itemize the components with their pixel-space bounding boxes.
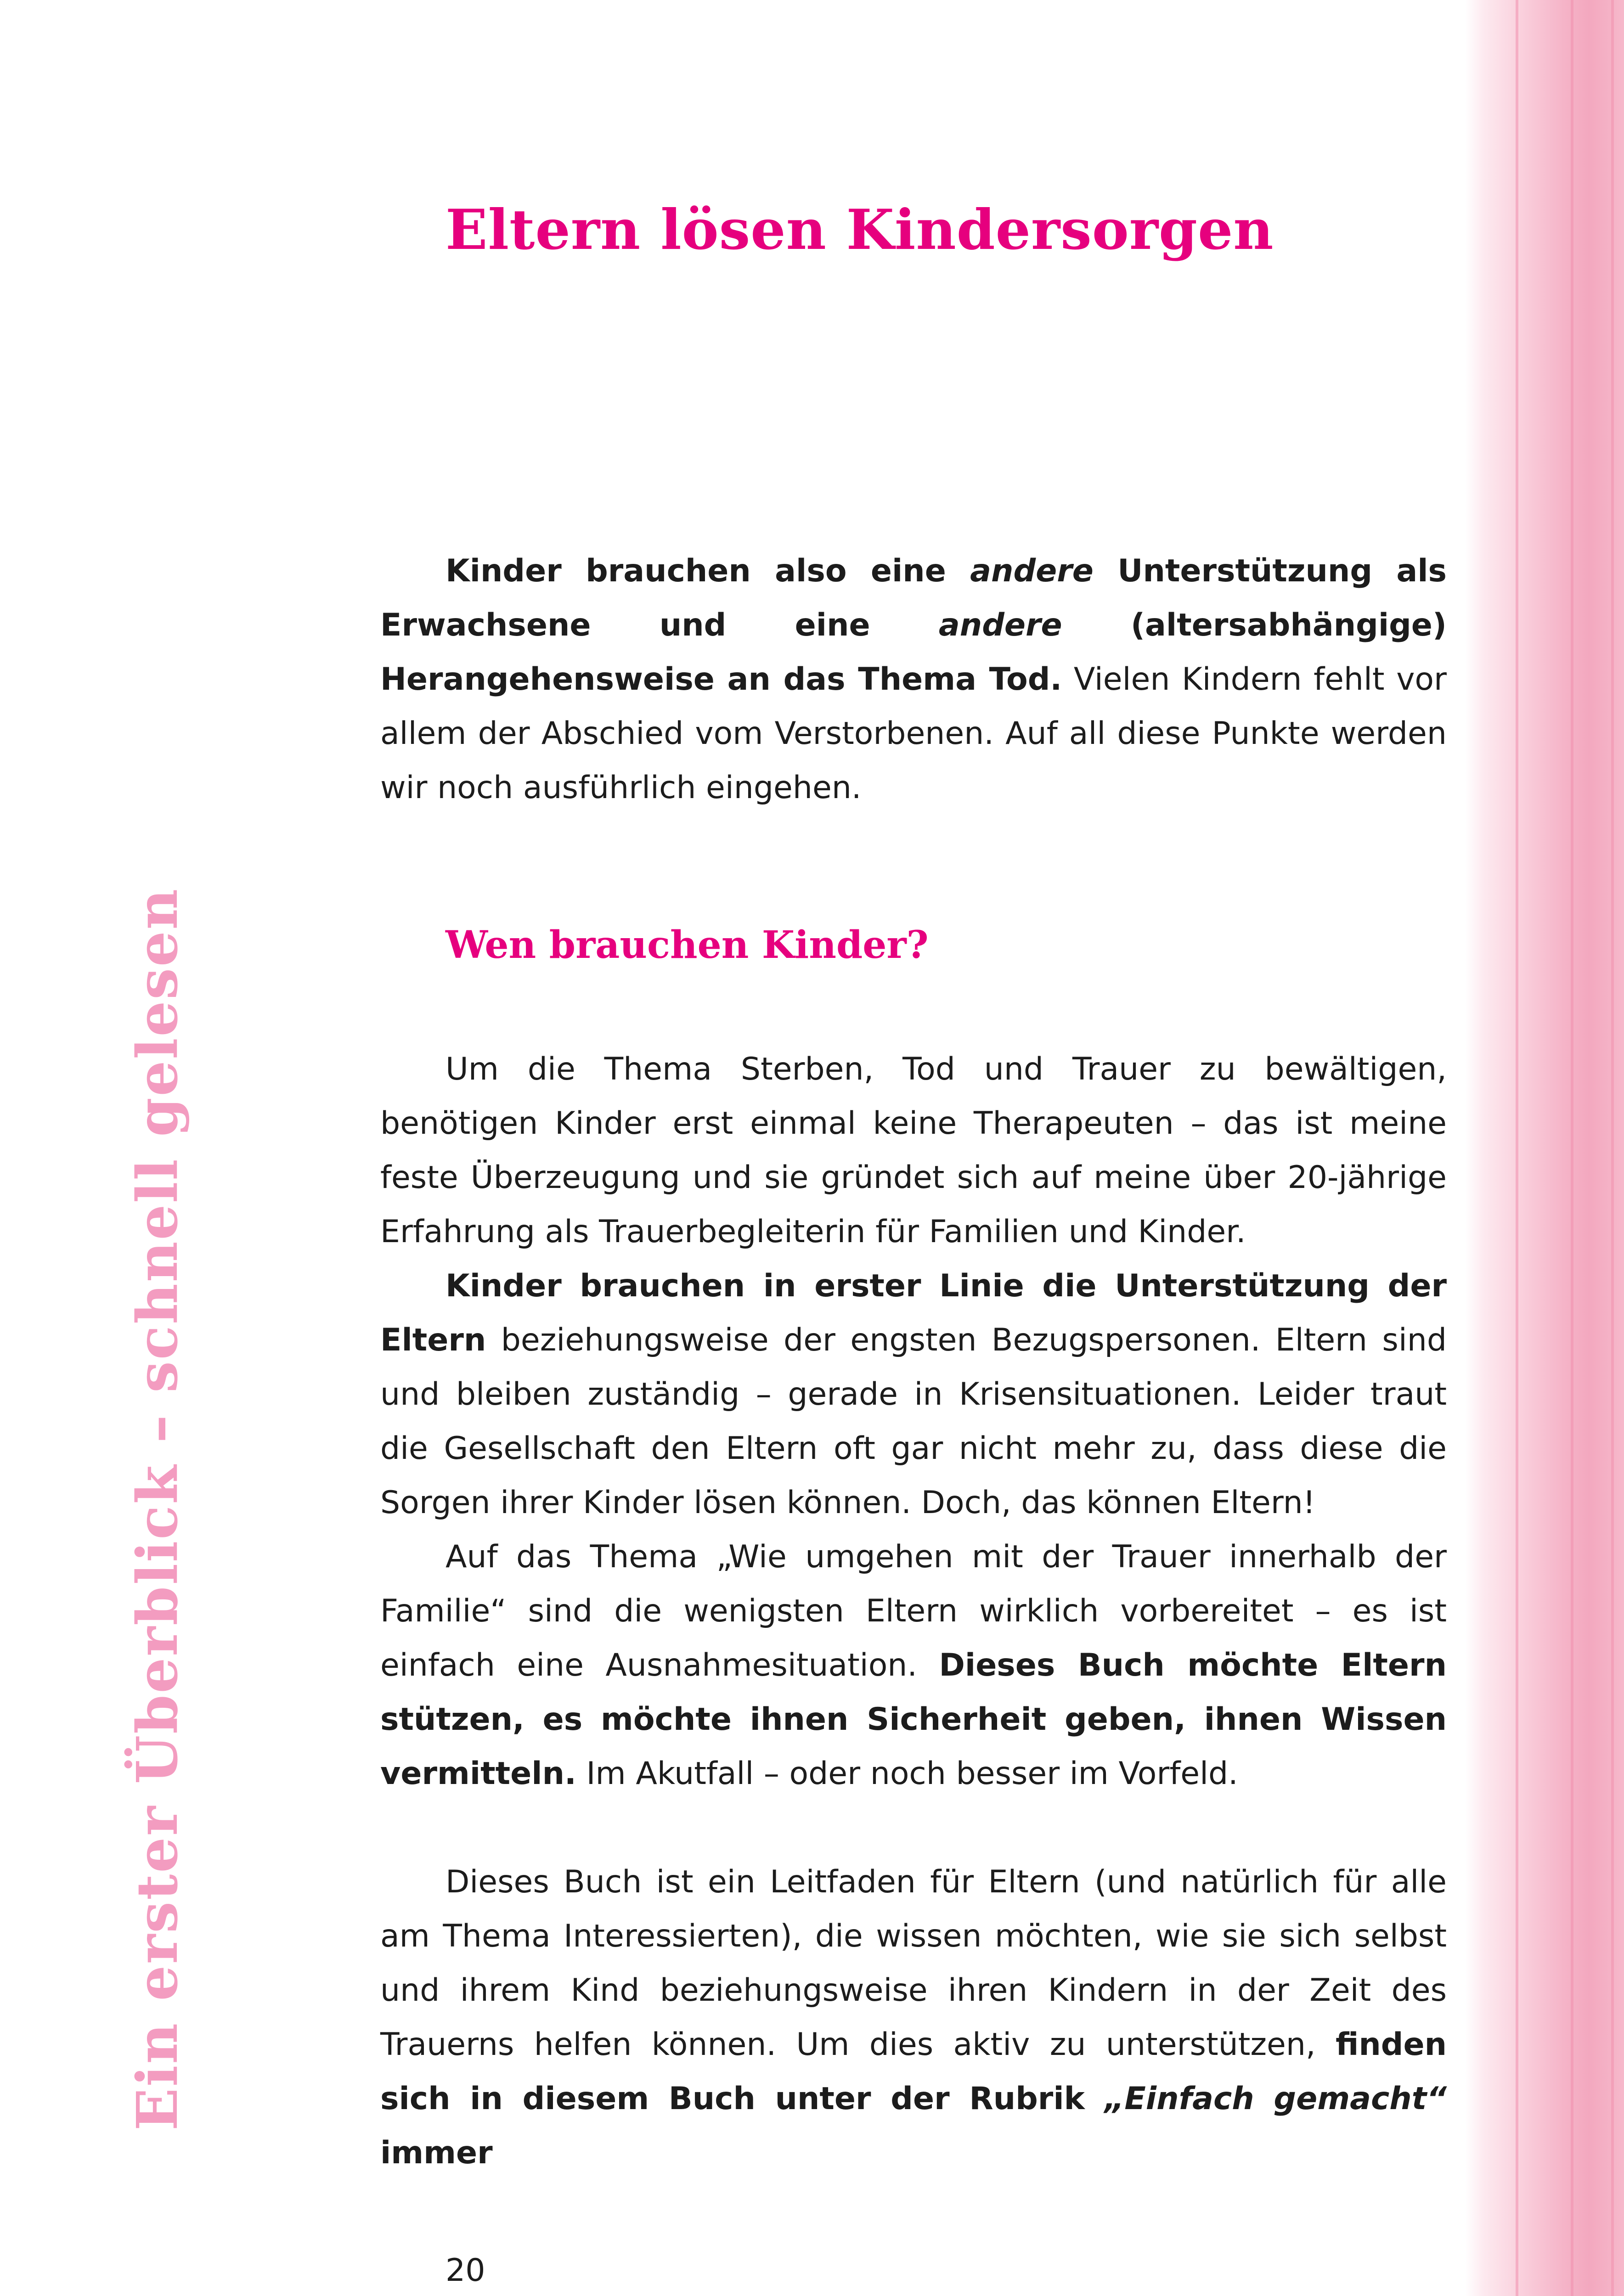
section-heading: Wen brauchen Kinder? — [445, 923, 929, 967]
intro-text-3: (altersabhängige) Herangehensweise an das Thema Tod. — [380, 607, 1447, 698]
body-paragraph-1: Um die Thema Sterben, Tod und Trauer zu bewältigen, benötigen Kinder erst einmal keine Therapeuten – das ist meine feste Überzeugung und sie gründet sich auf meine über 20-jährige Erfahrung als Trauerbegleiterin für Familien und Kinder. — [380, 1051, 1447, 1250]
intro-text-1: Kinder brauchen also eine — [445, 553, 970, 589]
edge-band-line — [1516, 0, 1518, 2296]
section-body-block — [380, 1042, 1447, 2180]
intro-emphasis-2: andere — [938, 607, 1062, 643]
paragraph-2-bold: Kinder brauchen in erster Linie die Unterstützung der Eltern — [380, 1268, 1447, 1358]
side-running-title: Ein erster Überblick – schnell gelesen — [124, 887, 190, 2131]
edge-band-line — [1611, 0, 1614, 2296]
page-edge-color-band — [1465, 0, 1624, 2296]
body-paragraph-3 — [380, 1530, 1447, 1801]
page-number: 20 — [445, 2252, 485, 2289]
intro-emphasis-1: andere — [970, 553, 1094, 589]
chapter-title: Eltern lösen Kindersorgen — [445, 197, 1274, 262]
paragraph-3-bold: Dieses Buch möchte Eltern stützen, es möchte ihnen Sicherheit geben, ihnen Wissen vermitteln. — [380, 1647, 1447, 1792]
intro-text-4: Vielen Kindern fehlt vor allem der Abschied vom Verstorbenen. Auf all diese Punkte werden wir noch ausführlich eingehen. — [380, 661, 1447, 806]
intro-text-2: Unterstützung als Erwachsene und eine — [380, 553, 1447, 643]
paragraph-2-text: beziehungsweise der engsten Bezugspersonen. Eltern sind und bleiben zuständig – gerade in Krisensituationen. Leider traut die Gesellschaft den Eltern oft gar nicht mehr zu, dass diese die Sorgen ihrer Kinder lösen können. Doch, das können Eltern! — [380, 1322, 1447, 1521]
body-paragraph-4 — [380, 1855, 1447, 2180]
paragraph-3-start: Auf das Thema „Wie umgehen mit der Trauer innerhalb der Familie“ sind die wenigsten Eltern wirklich vorbereitet – es ist einfach eine Ausnahmesituation. — [380, 1539, 1447, 1683]
paragraph-4-bold-2: immer — [380, 2135, 493, 2171]
paragraph-4-start: Dieses Buch ist ein Leitfaden für Eltern (und natürlich für alle am Thema Interessierten), die wissen möchten, wie sie sich selbst und ihrem Kind beziehungsweise ihren Kindern in der Zeit des Trauerns helfen können. Um dies aktiv zu unterstützen, — [380, 1864, 1447, 2063]
intro-paragraph-block — [380, 544, 1447, 815]
edge-band-line — [1571, 0, 1573, 2296]
paragraph-3-end: Im Akutfall – oder noch besser im Vorfeld. — [576, 1756, 1238, 1792]
paragraph-4-bold-1: finden sich in diesem Buch unter der Rubrik — [380, 2026, 1447, 2117]
body-paragraph-2 — [380, 1259, 1447, 1530]
intro-paragraph — [380, 544, 1447, 815]
paragraph-4-rubric: „Einfach gemacht“ — [1104, 2081, 1447, 2117]
